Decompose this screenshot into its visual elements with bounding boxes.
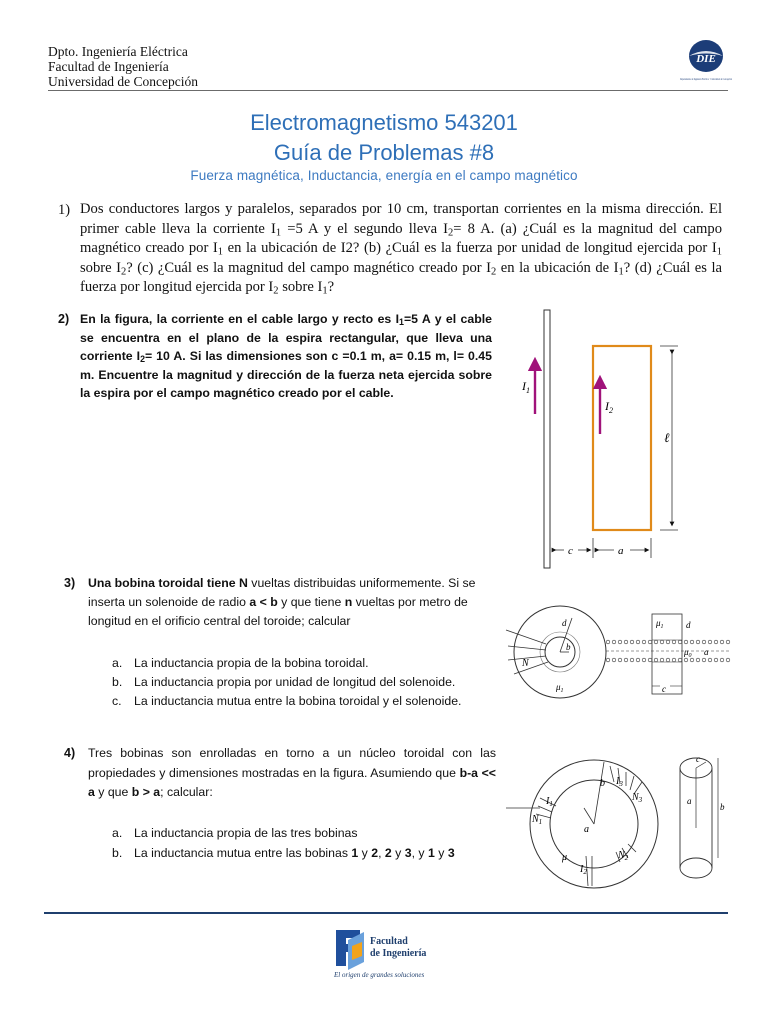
winding-dot <box>636 658 640 662</box>
label-mu1-side: $\mu_1$ <box>656 618 664 630</box>
winding-dot <box>666 658 670 662</box>
winding-dot <box>642 640 646 644</box>
label-d: d <box>562 618 567 628</box>
winding-dot <box>630 658 634 662</box>
winding-dot <box>660 658 664 662</box>
label-i2: $I_2$ <box>605 399 613 415</box>
problem-4-option-a: a. La inductancia propia de las tres bobinas <box>112 826 358 840</box>
label-i1: $I_1$ <box>522 379 530 395</box>
winding-dot <box>612 640 616 644</box>
winding-dot <box>684 640 688 644</box>
label-N: N <box>522 658 529 669</box>
winding-dot <box>690 640 694 644</box>
winding-dot <box>648 640 652 644</box>
label-mu: μ <box>562 852 568 863</box>
label-a-toroid: a <box>584 824 589 835</box>
guide-topic: Fuerza magnética, Inductancia, energía en el campo magnético <box>190 168 578 183</box>
winding-dot <box>606 640 610 644</box>
problem-2-text: En la figura, la corriente en el cable largo y recto es $I_1=5$ A y el cable se encuentra en el plano de la espira rectangular, que lleva una corriente $I_2= 10$ A. Si las dimensiones son c =0.1 m, a= 0.15 m, l= 0.45 m. Encuentre la magnitud y dirección de la fuerza neta ejercida sobre la espira por el campo magnético creado por el cable. <box>80 312 492 400</box>
facultad-ingenieria-logo <box>334 926 454 982</box>
guide-title: Guía de Problemas #8 <box>273 140 495 165</box>
winding-dot <box>630 640 634 644</box>
long-wire <box>544 310 550 568</box>
label-I3: $I_3$ <box>616 776 623 788</box>
header-university: Universidad de Concepción <box>48 74 198 89</box>
header-faculty: Facultad de Ingeniería <box>48 59 169 74</box>
label-N3: $N_3$ <box>632 792 643 804</box>
winding-dot <box>720 658 724 662</box>
label-I1: $I_1$ <box>546 796 553 808</box>
die-logo-caption: Departamento de Ingeniería Eléctrica · Universidad de Concepción <box>680 78 733 81</box>
label-d-side: d <box>686 620 691 630</box>
label-a: a <box>618 545 624 557</box>
problem-3-option-a: a. La inductancia propia de la bobina toroidal. <box>112 656 369 670</box>
die-logo <box>678 38 734 86</box>
winding-dot <box>696 640 700 644</box>
winding-dot <box>726 658 730 662</box>
winding-dot <box>678 658 682 662</box>
wire-loop-figure <box>512 306 702 570</box>
winding-dot <box>666 640 670 644</box>
winding-dot <box>714 658 718 662</box>
label-a-section: a <box>687 796 692 806</box>
label-mu0: $\mu_0$ <box>684 647 692 659</box>
rectangular-loop <box>593 346 651 530</box>
footer-tagline: El origen de grandes soluciones <box>334 971 425 979</box>
winding-dot <box>726 640 730 644</box>
winding-dot <box>708 658 712 662</box>
winding-dot <box>678 640 682 644</box>
winding-dot <box>618 658 622 662</box>
label-I2: $I_2$ <box>580 864 587 876</box>
department-header <box>48 44 198 89</box>
winding-dot <box>696 658 700 662</box>
course-title: Electromagnetismo 543201 <box>250 110 518 135</box>
winding-dot <box>624 640 628 644</box>
toroid-solenoid-figure <box>506 600 734 712</box>
label-N1: $N_1$ <box>532 814 543 826</box>
winding-dot <box>624 658 628 662</box>
winding-dot <box>636 640 640 644</box>
problem-4-option-b: b. La inductancia mutua entre las bobinas 1 y 2, 2 y 3, y 1 y 3 <box>112 846 455 860</box>
problem-1-number: 1) <box>58 202 71 218</box>
label-a-side: a <box>704 647 709 657</box>
winding-dot <box>660 640 664 644</box>
winding-dot <box>672 658 676 662</box>
winding-dot <box>612 658 616 662</box>
three-coil-toroid-figure <box>506 748 734 888</box>
winding-dot <box>684 658 688 662</box>
winding-dot <box>720 640 724 644</box>
problem-1-text: Dos conductores largos y paralelos, separados por 10 cm, transportan corrientes en la misma dirección. El primer cable lleva la corriente $I_1 =5$ A y el segundo lleva $I_2= 8$ A. (a) ¿Cuál es la magnitud del campo magnético creado por $I_1$ en la ubicación de I2? (b) ¿Cuál es la fuerza por unidad de longitud ejercida por $I_1$ sobre $I_2$? (c) ¿Cuál es la magnitud del campo magnético creado por $I_2$ en la ubicación de $I_1$? (d) ¿Cuál es la fuerza por longitud ejercida por $I_2$ sobre $I_1$? <box>80 201 722 297</box>
winding-dot <box>702 640 706 644</box>
problem-4-number: 4) <box>64 746 76 760</box>
winding-dot <box>714 640 718 644</box>
winding-dot <box>702 658 706 662</box>
problem-3-text: Una bobina toroidal tiene N vueltas distribuidas uniformemente. Si se inserta un solenoide de radio a < b y que tiene n vueltas por metro de longitud en el orificio central del toroide; calcular <box>88 576 476 628</box>
footer-logo-line1: Facultad <box>370 936 408 947</box>
footer-logo-line2: de Ingeniería <box>370 948 427 959</box>
winding-dot <box>618 640 622 644</box>
problem-2-number: 2) <box>58 312 70 326</box>
label-b: b <box>566 642 571 652</box>
winding-dot <box>690 658 694 662</box>
winding-dot <box>642 658 646 662</box>
winding-dot <box>672 640 676 644</box>
problem-4-text: Tres bobinas son enrolladas en torno a un núcleo toroidal con las propiedades y dimensiones mostradas en la figura. Asumiendo que b-a << a y que b > a; calcular: <box>88 746 496 799</box>
label-length: ℓ <box>664 430 670 445</box>
winding-dot <box>606 658 610 662</box>
problem-3-number: 3) <box>64 576 76 590</box>
problem-3-option-c: c. La inductancia mutua entre la bobina toroidal y el solenoide. <box>112 694 462 708</box>
winding-dot <box>654 658 658 662</box>
label-mu1-front: $\mu_1$ <box>556 682 564 694</box>
die-logo-text: DIE <box>696 53 716 65</box>
header-department: Dpto. Ingeniería Eléctrica <box>48 44 188 59</box>
label-b-toroid: b <box>600 778 605 789</box>
label-b-section: b <box>720 802 725 812</box>
label-c-section: c <box>696 754 700 764</box>
label-N2: $N_2$ <box>618 850 629 862</box>
problem-3-option-b: b. La inductancia propia por unidad de longitud del solenoide. <box>112 675 456 689</box>
winding-dot <box>654 640 658 644</box>
label-c: c <box>568 545 573 557</box>
footer-divider <box>44 912 728 914</box>
header-divider <box>48 90 728 91</box>
winding-dot <box>648 658 652 662</box>
label-c-side: c <box>662 684 666 694</box>
winding-dot <box>708 640 712 644</box>
